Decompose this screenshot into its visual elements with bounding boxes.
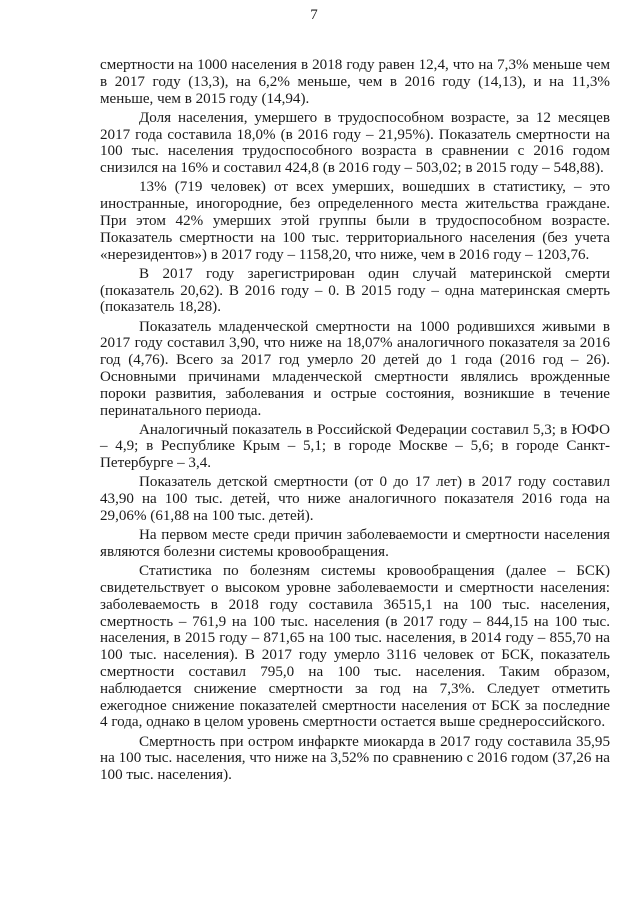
page-number: 7	[310, 7, 318, 23]
paragraph-leading-causes: На первом месте среди причин заболеваемости и смертности населения являются болезни системы кровообращения.	[100, 527, 610, 561]
paragraph-infant-mortality-comparison: Аналогичный показатель в Российской Федерации составил 5,3; в ЮФО – 4,9; в Республике Крым – 5,1; в городе Москве – 5,6; в городе Санкт-Петербурге – 3,4.	[100, 421, 610, 472]
paragraph-circulatory-disease-stats: Статистика по болезням системы кровообращения (далее – БСК) свидетельствует о высоком уровне заболеваемости и смертности населения: заболеваемость в 2018 году составила 36515,1 на 100 тыс. населения, смертность – 761,9 на 100 тыс. населения (в 2017 году – 844,15 на 100 тыс. населения, в 2015 году – 871,65 на 100 тыс. населения, в 2014 году – 855,70 на 100 тыс. населения). В 2017 году умерло 3116 человек от БСК, показатель смертности составил 795,0 на 100 тыс. населения. Таким образом, наблюдается снижение смертности за год на 7,3%. Следует отметить ежегодное снижение показателей смертности населения от БСК за последние 4 года, однако в целом уровень смертности остается выше среднероссийского.	[100, 563, 610, 731]
paragraph-maternal-mortality: В 2017 году зарегистрирован один случай материнской смерти (показатель 20,62). В 2016 году – 0. В 2015 году – одна материнская смерть (показатель 18,28).	[100, 265, 610, 316]
paragraph-child-mortality: Показатель детской смертности (от 0 до 17 лет) в 2017 году составил 43,90 на 100 тыс. детей, что ниже аналогичного показателя 2016 года на 29,06% (61,88 на 100 тыс. детей).	[100, 474, 610, 525]
document-body	[100, 57, 610, 786]
paragraph-working-age-mortality: Доля населения, умершего в трудоспособном возрасте, за 12 месяцев 2017 года составила 18,0% (в 2016 году – 21,95%). Показатель смертности на 100 тыс. населения трудоспособного возраста в сравнении с 2016 годом снизился на 16% и составил 424,8 (в 2016 году – 503,02; в 2015 году – 548,88).	[100, 109, 610, 177]
paragraph-nonresident-mortality: 13% (719 человек) от всех умерших, вошедших в статистику, – это иностранные, иногородние, без определенного места жительства граждане. При этом 42% умерших этой группы были в трудоспособном возрасте. Показатель смертности на 100 тыс. территориального населения (без учета «нерезидентов») в 2017 году – 1158,20, что ниже, чем в 2016 году – 1203,76.	[100, 179, 610, 263]
paragraph-infant-mortality: Показатель младенческой смертности на 1000 родившихся живыми в 2017 году составил 3,90, что ниже на 18,07% аналогичного показателя за 2016 год (4,76). Всего за 2017 год умерло 20 детей до 1 года (2016 год – 26). Основными причинами младенческой смертности являлись врожденные пороки развития, заболевания и острые состояния, возникшие в течение перинатального периода.	[100, 318, 610, 419]
paragraph-myocardial-infarction: Смертность при остром инфаркте миокарда в 2017 году составила 35,95 на 100 тыс. населения, что ниже на 3,52% по сравнению с 2016 годом (37,26 на 100 тыс. населения).	[100, 733, 610, 784]
paragraph-mortality-continuation: смертности на 1000 населения в 2018 году равен 12,4, что на 7,3% меньше чем в 2017 году (13,3), на 6,2% меньше, чем в 2016 году (14,13), и на 11,3% меньше, чем в 2015 году (14,94).	[100, 57, 610, 107]
